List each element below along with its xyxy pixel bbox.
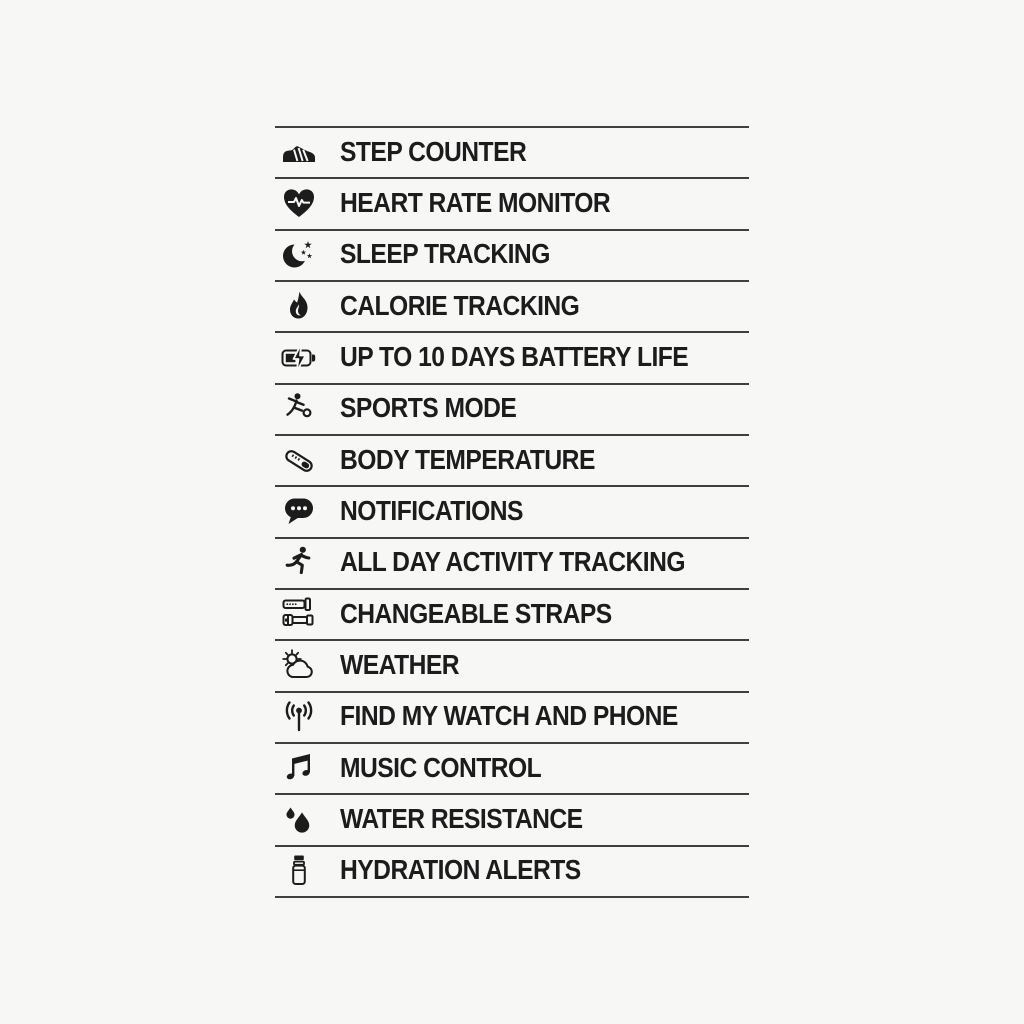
list-item <box>275 845 749 896</box>
sports-figure-icon <box>278 389 320 429</box>
feature-label: HYDRATION ALERTS <box>340 854 581 886</box>
list-item <box>275 639 749 690</box>
feature-label: WEATHER <box>340 649 460 681</box>
list-item <box>275 588 749 639</box>
feature-label: UP TO 10 DAYS BATTERY LIFE <box>340 341 689 373</box>
list-item <box>275 691 749 742</box>
feature-label: WATER RESISTANCE <box>340 803 583 835</box>
feature-label: NOTIFICATIONS <box>340 495 523 527</box>
runner-icon <box>278 543 320 583</box>
list-item <box>275 383 749 434</box>
feature-label: HEART RATE MONITOR <box>340 187 611 219</box>
battery-charging-icon <box>278 338 320 378</box>
thermometer-icon <box>278 441 320 481</box>
feature-label: MUSIC CONTROL <box>340 751 542 783</box>
feature-label: ALL DAY ACTIVITY TRACKING <box>340 546 686 578</box>
list-item <box>275 537 749 588</box>
list-item <box>275 331 749 382</box>
feature-label: CHANGEABLE STRAPS <box>340 597 612 629</box>
feature-label: FIND MY WATCH AND PHONE <box>340 700 678 732</box>
feature-label: SPORTS MODE <box>340 392 517 424</box>
list-item <box>275 742 749 793</box>
feature-label: SLEEP TRACKING <box>340 238 550 270</box>
flame-icon <box>278 287 320 327</box>
list-item <box>275 229 749 280</box>
feature-list <box>275 126 749 898</box>
water-drops-icon <box>278 800 320 840</box>
sleep-moon-icon <box>278 235 320 275</box>
sun-cloud-icon <box>278 646 320 686</box>
list-item <box>275 793 749 844</box>
list-item <box>275 485 749 536</box>
feature-label: STEP COUNTER <box>340 135 527 167</box>
chat-bubble-icon <box>278 492 320 532</box>
water-bottle-icon <box>278 851 320 891</box>
heart-rate-icon <box>278 184 320 224</box>
watch-straps-icon <box>278 595 320 635</box>
feature-label: BODY TEMPERATURE <box>340 443 595 475</box>
antenna-signal-icon <box>278 697 320 737</box>
list-item <box>275 126 749 177</box>
list-item <box>275 434 749 485</box>
sneaker-icon <box>278 133 320 173</box>
list-item <box>275 280 749 331</box>
music-notes-icon <box>278 749 320 789</box>
feature-label: CALORIE TRACKING <box>340 289 580 321</box>
list-item <box>275 177 749 228</box>
